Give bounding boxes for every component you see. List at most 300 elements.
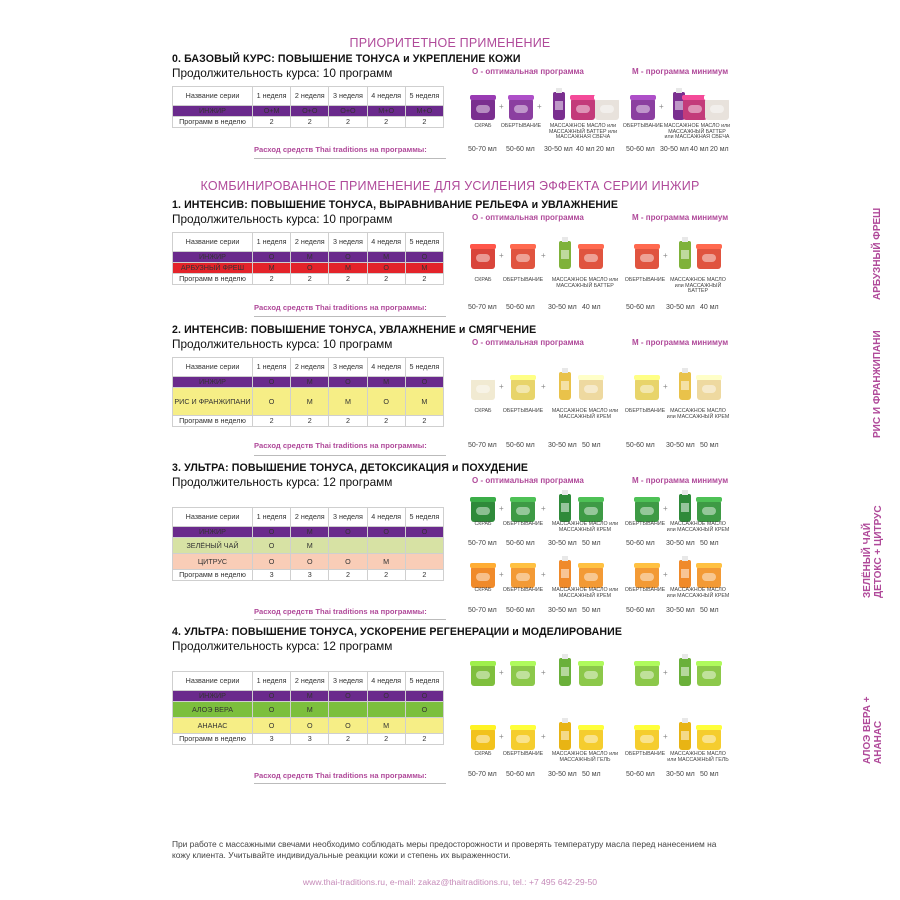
plus-sign: + bbox=[499, 102, 504, 111]
series-name-header: Название серии bbox=[173, 233, 253, 252]
row-label: ЗЕЛЁНЫЙ ЧАЙ bbox=[173, 538, 253, 554]
legend-optimal: О - оптимальная программа bbox=[472, 338, 584, 347]
section-title: 2. ИНТЕНСИВ: ПОВЫШЕНИЕ ТОНУСА, УВЛАЖНЕНИЕ и СМЯГЧЕНИЕ bbox=[172, 324, 537, 336]
legend-minimum: М - программа минимум bbox=[632, 476, 729, 485]
product-labels bbox=[467, 408, 730, 423]
table-cell: 3 bbox=[291, 734, 329, 745]
product-row-pineapple bbox=[467, 720, 725, 754]
product-labels bbox=[467, 123, 731, 140]
week-header: 1 неделя bbox=[253, 233, 291, 252]
scrub-jar bbox=[467, 656, 499, 686]
table-cell bbox=[405, 718, 443, 734]
table-cell: 2 bbox=[329, 117, 367, 128]
table-cell: М bbox=[329, 388, 367, 416]
wrap-jar bbox=[631, 370, 663, 400]
footer-note: При работе с массажными свечами необходимо соблюдать меры предосторожности и проверять температуру масла перед нанесением на кожу клиента. Учитывайте индивидуальные реакции кожи и степень их выраженности. bbox=[172, 839, 717, 860]
table-row bbox=[173, 554, 444, 570]
table-row bbox=[173, 527, 444, 538]
week-header: 4 неделя bbox=[367, 358, 405, 377]
volume: 50-60 мл bbox=[506, 304, 535, 311]
table-cell: 3 bbox=[291, 570, 329, 581]
product-label: ОБЕРТЫВАНИЕ bbox=[624, 408, 666, 414]
wrap-jar bbox=[631, 558, 663, 588]
butter-jar bbox=[693, 239, 725, 269]
volume: 50-70 мл bbox=[468, 146, 497, 153]
volume: 40 мл bbox=[690, 146, 709, 153]
table-cell bbox=[329, 702, 367, 718]
week-header: 2 неделя bbox=[291, 233, 329, 252]
product-labels bbox=[467, 521, 730, 536]
product-label: МАССАЖНОЕ МАСЛО или МАССАЖНЫЙ КРЕМ bbox=[666, 521, 730, 533]
section-duration: Продолжительность курса: 12 программ bbox=[172, 475, 393, 489]
table-row bbox=[173, 718, 444, 734]
plus-sign: + bbox=[541, 382, 546, 391]
table-cell: М+О bbox=[405, 106, 443, 117]
plus-sign: + bbox=[663, 382, 668, 391]
wrap-jar bbox=[627, 90, 659, 120]
table-cell: М bbox=[291, 377, 329, 388]
divider bbox=[254, 619, 446, 620]
product-label: СКРАБ bbox=[474, 751, 492, 757]
table-row bbox=[173, 734, 444, 745]
table-cell: О bbox=[329, 377, 367, 388]
week-header: 1 неделя bbox=[253, 508, 291, 527]
week-header: 5 неделя bbox=[405, 233, 443, 252]
footer-contacts: www.thai-traditions.ru, e-mail: zakaz@thaitraditions.ru, tel.: +7 495 642-29-50 bbox=[302, 877, 598, 887]
table-cell: О bbox=[253, 538, 291, 554]
volume: 30-50 мл bbox=[548, 607, 577, 614]
table-cell: М bbox=[367, 554, 405, 570]
week-header: 2 неделя bbox=[291, 87, 329, 106]
product-label: СКРАБ bbox=[474, 521, 492, 527]
volume: 20 мл bbox=[710, 146, 729, 153]
week-header: 4 неделя bbox=[367, 87, 405, 106]
product-label: ОБЕРТЫВАНИЕ bbox=[502, 751, 544, 757]
table-cell: О bbox=[329, 554, 367, 570]
candle-jar bbox=[701, 90, 733, 120]
volume: 50 мл bbox=[700, 540, 719, 547]
table-cell: М bbox=[367, 377, 405, 388]
consumption-label: Расход средств Thai traditions на программы: bbox=[254, 607, 427, 616]
week-header: 2 неделя bbox=[291, 508, 329, 527]
volume: 50 мл bbox=[700, 607, 719, 614]
table-cell: О bbox=[329, 718, 367, 734]
table-cell: 2 bbox=[253, 274, 291, 285]
product-label: МАССАЖНОЕ МАСЛО или МАССАЖНЫЙ ГЕЛЬ bbox=[551, 751, 619, 763]
cream-jar bbox=[575, 370, 607, 400]
table-cell: О bbox=[405, 252, 443, 263]
scrub-jar bbox=[467, 370, 499, 400]
plus-sign: + bbox=[499, 570, 504, 579]
product-label: ОБЕРТЫВАНИЕ bbox=[502, 521, 544, 527]
table-cell: М bbox=[291, 702, 329, 718]
week-header: 3 неделя bbox=[329, 672, 367, 691]
table-cell: 2 bbox=[405, 416, 443, 427]
table-cell bbox=[405, 554, 443, 570]
side-label-text: АЛОЭ ВЕРА + АНАНАС bbox=[862, 696, 884, 764]
table-cell: М bbox=[291, 538, 329, 554]
plus-sign: + bbox=[663, 251, 668, 260]
table-cell: М+О bbox=[367, 106, 405, 117]
volume: 40 мл bbox=[700, 304, 719, 311]
table-cell: 2 bbox=[405, 274, 443, 285]
product-labels bbox=[467, 751, 729, 766]
volume: 50-70 мл bbox=[468, 771, 497, 778]
plus-sign: + bbox=[663, 504, 668, 513]
section-title: 0. БАЗОВЫЙ КУРС: ПОВЫШЕНИЕ ТОНУСА и УКРЕПЛЕНИЕ КОЖИ bbox=[172, 53, 521, 65]
row-label: ИНЖИР bbox=[173, 527, 253, 538]
volume: 30-50 мл bbox=[548, 540, 577, 547]
volume: 40 мл bbox=[582, 304, 601, 311]
week-header: 5 неделя bbox=[405, 87, 443, 106]
table-cell: О bbox=[253, 554, 291, 570]
table-cell: О+О bbox=[291, 106, 329, 117]
product-label: ОБЕРТЫВАНИЕ bbox=[502, 587, 544, 593]
volume: 30-50 мл bbox=[544, 146, 573, 153]
product-label: ОБЕРТЫВАНИЕ bbox=[624, 277, 666, 283]
wrap-jar bbox=[507, 239, 539, 269]
table-row bbox=[173, 252, 444, 263]
table-cell: 2 bbox=[329, 734, 367, 745]
table-row bbox=[173, 702, 444, 718]
side-label-text: АРБУЗНЫЙ ФРЕШ bbox=[872, 207, 883, 300]
table-cell: М bbox=[405, 388, 443, 416]
table-cell: 3 bbox=[253, 570, 291, 581]
table-cell: О+М bbox=[253, 106, 291, 117]
table-cell: О bbox=[253, 702, 291, 718]
volume: 50 мл bbox=[582, 607, 601, 614]
volume: 50-60 мл bbox=[626, 540, 655, 547]
product-label: МАССАЖНОЕ МАСЛО или МАССАЖНЫЙ КРЕМ bbox=[551, 408, 619, 420]
cream-jar bbox=[693, 370, 725, 400]
plus-sign: + bbox=[663, 570, 668, 579]
table-cell: О bbox=[367, 263, 405, 274]
series-name-header: Название серии bbox=[173, 87, 253, 106]
row-label: Программ в неделю bbox=[173, 734, 253, 745]
volume: 30-50 мл bbox=[666, 304, 695, 311]
table-cell: О bbox=[291, 554, 329, 570]
section-intensive-1 bbox=[172, 199, 892, 312]
table-cell: М bbox=[291, 691, 329, 702]
legend-minimum: М - программа минимум bbox=[632, 338, 729, 347]
table-cell: М bbox=[253, 263, 291, 274]
combined-heading: КОМБИНИРОВАННОЕ ПРИМЕНЕНИЕ ДЛЯ УСИЛЕНИЯ ЭФФЕКТА СЕРИИ ИНЖИР bbox=[200, 179, 700, 193]
volumes-row bbox=[464, 442, 734, 451]
week-header: 1 неделя bbox=[253, 87, 291, 106]
table-cell: М bbox=[291, 388, 329, 416]
scrub-jar bbox=[467, 90, 499, 120]
gel-jar bbox=[575, 720, 607, 750]
table-cell: М bbox=[329, 263, 367, 274]
plus-sign: + bbox=[663, 732, 668, 741]
legend-optimal: О - оптимальная программа bbox=[472, 213, 584, 222]
scrub-jar bbox=[467, 239, 499, 269]
volume: 50-70 мл bbox=[468, 607, 497, 614]
wrap-jar bbox=[631, 720, 663, 750]
product-label: ОБЕРТЫВАНИЕ bbox=[624, 521, 666, 527]
wrap-jar bbox=[631, 656, 663, 686]
product-label: МАССАЖНОЕ МАСЛО или МАССАЖНЫЙ КРЕМ bbox=[551, 587, 619, 599]
week-header: 5 неделя bbox=[405, 672, 443, 691]
product-label: МАССАЖНОЕ МАСЛО или МАССАЖНЫЙ БАТТЕР bbox=[551, 277, 619, 289]
row-label: ИНЖИР bbox=[173, 106, 253, 117]
volume: 30-50 мл bbox=[666, 771, 695, 778]
table-cell bbox=[367, 538, 405, 554]
week-header: 5 неделя bbox=[405, 508, 443, 527]
plus-sign: + bbox=[499, 732, 504, 741]
product-label: МАССАЖНОЕ МАСЛО или МАССАЖНЫЙ БАТТЕР или МАССАЖНАЯ СВЕЧА bbox=[663, 123, 731, 140]
product-label: МАССАЖНОЕ МАСЛО или МАССАЖНЫЙ БАТТЕР или МАССАЖНАЯ СВЕЧА bbox=[548, 123, 618, 140]
product-row bbox=[467, 370, 725, 404]
table-cell: 3 bbox=[253, 734, 291, 745]
week-header: 5 неделя bbox=[405, 358, 443, 377]
plus-sign: + bbox=[541, 668, 546, 677]
cream-jar bbox=[575, 492, 607, 522]
table-row bbox=[173, 106, 444, 117]
table-cell: 2 bbox=[367, 570, 405, 581]
plus-sign: + bbox=[663, 668, 668, 677]
table-cell: 2 bbox=[329, 274, 367, 285]
table-cell: О bbox=[367, 388, 405, 416]
table-cell: 2 bbox=[329, 570, 367, 581]
volume: 30-50 мл bbox=[548, 771, 577, 778]
table-cell: О bbox=[367, 527, 405, 538]
plus-sign: + bbox=[537, 102, 542, 111]
product-row bbox=[467, 239, 725, 273]
butter-jar bbox=[575, 239, 607, 269]
week-header: 3 неделя bbox=[329, 358, 367, 377]
table-cell: М bbox=[405, 263, 443, 274]
volume: 30-50 мл bbox=[548, 442, 577, 449]
product-label: СКРАБ bbox=[474, 408, 492, 414]
volumes-row bbox=[464, 540, 734, 549]
product-label: ОБЕРТЫВАНИЕ bbox=[502, 408, 544, 414]
product-label: ОБЕРТЫВАНИЕ bbox=[502, 277, 544, 283]
cream-jar bbox=[575, 558, 607, 588]
volume: 50 мл bbox=[582, 771, 601, 778]
product-label: МАССАЖНОЕ МАСЛО или МАССАЖНЫЙ ГЕЛЬ bbox=[667, 751, 729, 763]
row-label: Программ в неделю bbox=[173, 117, 253, 128]
section-duration: Продолжительность курса: 12 программ bbox=[172, 639, 393, 653]
table-row bbox=[173, 416, 444, 427]
scrub-jar bbox=[467, 492, 499, 522]
week-header: 4 неделя bbox=[367, 233, 405, 252]
row-label: АРБУЗНЫЙ ФРЕШ bbox=[173, 263, 253, 274]
table-cell: 2 bbox=[253, 416, 291, 427]
row-label: Программ в неделю bbox=[173, 570, 253, 581]
volume: 50 мл bbox=[700, 771, 719, 778]
wrap-jar bbox=[507, 558, 539, 588]
table-cell: О bbox=[405, 702, 443, 718]
week-header: 4 неделя bbox=[367, 508, 405, 527]
table-cell: О bbox=[405, 377, 443, 388]
row-label: РИС И ФРАНЖИПАНИ bbox=[173, 388, 253, 416]
volume: 30-50 мл bbox=[660, 146, 689, 153]
product-row-aloe bbox=[467, 656, 725, 690]
week-header: 4 неделя bbox=[367, 672, 405, 691]
table-cell: О bbox=[253, 388, 291, 416]
cream-jar bbox=[693, 558, 725, 588]
wrap-jar bbox=[631, 239, 663, 269]
volume: 30-50 мл bbox=[548, 304, 577, 311]
table-row bbox=[173, 263, 444, 274]
table-cell: М bbox=[367, 718, 405, 734]
row-label: ИНЖИР bbox=[173, 377, 253, 388]
volume: 40 мл bbox=[576, 146, 595, 153]
table-cell: О bbox=[253, 718, 291, 734]
table-cell: 2 bbox=[405, 117, 443, 128]
volume: 50-60 мл bbox=[626, 146, 655, 153]
row-label: Программ в неделю bbox=[173, 416, 253, 427]
product-label: МАССАЖНОЕ МАСЛО или МАССАЖНЫЙ БАТТЕР bbox=[670, 277, 726, 294]
volume: 30-50 мл bbox=[666, 607, 695, 614]
table-cell: 2 bbox=[367, 734, 405, 745]
plus-sign: + bbox=[499, 504, 504, 513]
table-row bbox=[173, 388, 444, 416]
section-title: 4. УЛЬТРА: ПОВЫШЕНИЕ ТОНУСА, УСКОРЕНИЕ РЕГЕНЕРАЦИИ и МОДЕЛИРОВАНИЕ bbox=[172, 626, 623, 638]
volumes-row bbox=[464, 607, 734, 616]
table-row bbox=[173, 538, 444, 554]
table-cell: О bbox=[329, 691, 367, 702]
product-label: СКРАБ bbox=[474, 123, 492, 129]
wrap-jar bbox=[507, 492, 539, 522]
course-table bbox=[172, 671, 444, 745]
product-label: МАССАЖНОЕ МАСЛО или МАССАЖНЫЙ КРЕМ bbox=[551, 521, 619, 533]
table-cell: О bbox=[405, 527, 443, 538]
table-cell: О bbox=[253, 691, 291, 702]
side-label-text: РИС И ФРАНЖИПАНИ bbox=[872, 330, 883, 438]
table-cell: 2 bbox=[405, 570, 443, 581]
divider bbox=[254, 783, 446, 784]
product-label: МАССАЖНОЕ МАСЛО или МАССАЖНЫЙ КРЕМ bbox=[666, 587, 730, 599]
plus-sign: + bbox=[541, 504, 546, 513]
table-cell: 2 bbox=[253, 117, 291, 128]
priority-heading: ПРИОРИТЕТНОЕ ПРИМЕНЕНИЕ bbox=[349, 36, 551, 50]
wrap-jar bbox=[507, 720, 539, 750]
series-name-header: Название серии bbox=[173, 358, 253, 377]
row-label: ИНЖИР bbox=[173, 691, 253, 702]
table-cell: 2 bbox=[291, 117, 329, 128]
row-label: АНАНАС bbox=[173, 718, 253, 734]
table-cell bbox=[329, 538, 367, 554]
table-row bbox=[173, 274, 444, 285]
plus-sign: + bbox=[499, 382, 504, 391]
consumption-label: Расход средств Thai traditions на программы: bbox=[254, 303, 427, 312]
plus-sign: + bbox=[541, 732, 546, 741]
scrub-jar bbox=[467, 720, 499, 750]
legend-minimum: М - программа минимум bbox=[632, 213, 729, 222]
table-cell: О bbox=[329, 252, 367, 263]
candle-jar bbox=[591, 90, 623, 120]
product-label: МАССАЖНОЕ МАСЛО или МАССАЖНЫЙ КРЕМ bbox=[666, 408, 730, 420]
legend-optimal: О - оптимальная программа bbox=[472, 476, 584, 485]
course-table bbox=[172, 86, 444, 128]
wrap-jar bbox=[631, 492, 663, 522]
course-table bbox=[172, 357, 444, 427]
volume: 50-70 мл bbox=[468, 540, 497, 547]
volume: 50-60 мл bbox=[506, 442, 535, 449]
table-cell: 2 bbox=[405, 734, 443, 745]
consumption-label: Расход средств Thai traditions на программы: bbox=[254, 441, 427, 450]
volume: 50 мл bbox=[582, 540, 601, 547]
table-cell: 2 bbox=[367, 274, 405, 285]
row-label: АЛОЭ ВЕРА bbox=[173, 702, 253, 718]
volume: 50-60 мл bbox=[626, 442, 655, 449]
week-header: 2 неделя bbox=[291, 672, 329, 691]
table-cell: М bbox=[291, 527, 329, 538]
volume: 50-60 мл bbox=[626, 304, 655, 311]
series-name-header: Название серии bbox=[173, 508, 253, 527]
week-header: 1 неделя bbox=[253, 358, 291, 377]
volume: 20 мл bbox=[596, 146, 615, 153]
gel-jar bbox=[693, 720, 725, 750]
section-duration: Продолжительность курса: 10 программ bbox=[172, 212, 393, 226]
week-header: 3 неделя bbox=[329, 87, 367, 106]
table-cell: М bbox=[367, 252, 405, 263]
table-cell: О+О bbox=[329, 106, 367, 117]
table-row bbox=[173, 570, 444, 581]
side-label-text: ЗЕЛЁНЫЙ ЧАЙ ДЕТОКС + ЦИТРУС bbox=[862, 505, 884, 598]
plus-sign: + bbox=[499, 668, 504, 677]
table-cell: 2 bbox=[329, 416, 367, 427]
section-title: 3. УЛЬТРА: ПОВЫШЕНИЕ ТОНУСА, ДЕТОКСИКАЦИЯ и ПОХУДЕНИЕ bbox=[172, 462, 529, 474]
volume: 50-60 мл bbox=[626, 771, 655, 778]
table-cell: О bbox=[329, 527, 367, 538]
volume: 50-70 мл bbox=[468, 442, 497, 449]
table-cell: О bbox=[253, 252, 291, 263]
table-cell: 2 bbox=[291, 274, 329, 285]
divider bbox=[254, 316, 446, 317]
week-header: 2 неделя bbox=[291, 358, 329, 377]
product-label: ОБЕРТЫВАНИЕ bbox=[624, 587, 666, 593]
volume: 50-60 мл bbox=[626, 607, 655, 614]
week-header: 3 неделя bbox=[329, 233, 367, 252]
divider bbox=[254, 455, 446, 456]
section-title: 1. ИНТЕНСИВ: ПОВЫШЕНИЕ ТОНУСА, ВЫРАВНИВАНИЕ РЕЛЬЕФА и УВЛАЖНЕНИЕ bbox=[172, 199, 619, 211]
row-label: ЦИТРУС bbox=[173, 554, 253, 570]
table-cell bbox=[367, 702, 405, 718]
table-cell: 2 bbox=[367, 117, 405, 128]
volume: 50-70 мл bbox=[468, 304, 497, 311]
volume: 30-50 мл bbox=[666, 540, 695, 547]
plus-sign: + bbox=[541, 251, 546, 260]
table-cell bbox=[405, 538, 443, 554]
course-table bbox=[172, 507, 444, 581]
table-cell: О bbox=[291, 263, 329, 274]
section-basic-course bbox=[172, 53, 892, 154]
consumption-label: Расход средств Thai traditions на программы: bbox=[254, 145, 427, 154]
table-row bbox=[173, 117, 444, 128]
plus-sign: + bbox=[499, 251, 504, 260]
product-label: СКРАБ bbox=[474, 277, 492, 283]
series-name-header: Название серии bbox=[173, 672, 253, 691]
table-cell: 2 bbox=[367, 416, 405, 427]
consumption-label: Расход средств Thai traditions на программы: bbox=[254, 771, 427, 780]
volumes-row bbox=[464, 304, 734, 313]
volume: 30-50 мл bbox=[666, 442, 695, 449]
row-label: Программ в неделю bbox=[173, 274, 253, 285]
product-labels bbox=[467, 587, 730, 602]
wrap-jar bbox=[507, 370, 539, 400]
volume: 50-60 мл bbox=[506, 146, 535, 153]
product-label: ОБЕРТЫВАНИЕ bbox=[624, 751, 666, 757]
row-label: ИНЖИР bbox=[173, 252, 253, 263]
table-cell: О bbox=[253, 377, 291, 388]
product-label: ОБЕРТЫВАНИЕ bbox=[500, 123, 542, 129]
table-row bbox=[173, 377, 444, 388]
scrub-jar bbox=[467, 558, 499, 588]
plus-sign: + bbox=[541, 570, 546, 579]
